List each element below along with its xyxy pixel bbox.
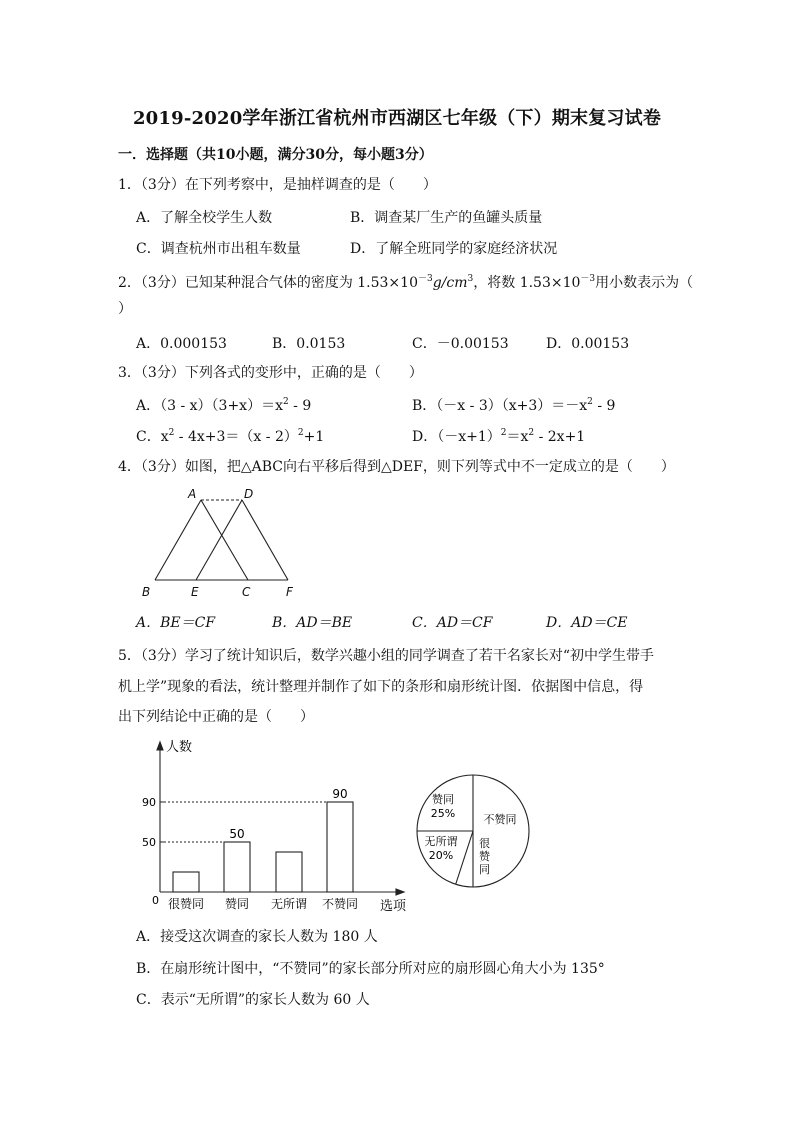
section-heading: 一．选择题（共10小题，满分30分，每小题3分） — [118, 147, 433, 163]
q2-option-b: B．0.0153 — [272, 336, 346, 352]
q2-text-1: 2．（3分）已知某种混合气体的密度为 1.53×10 — [118, 275, 418, 291]
q4-option-a: A．BE＝CF — [136, 615, 216, 631]
q1-option-c: C．调查杭州市出租车数量 — [136, 241, 301, 257]
point-e-label: E — [191, 585, 199, 599]
y-tick-label: 90 — [142, 796, 156, 809]
x-category-label: 不赞同 — [321, 897, 359, 911]
bar — [173, 872, 199, 892]
segment-ac — [201, 500, 248, 580]
q3-a-exp: 2 — [282, 397, 289, 407]
q2-stem — [118, 268, 693, 294]
q1-option-b: B．调查某厂生产的鱼罐头质量 — [350, 210, 543, 226]
segment-df — [242, 500, 288, 580]
point-c-label: C — [242, 585, 251, 599]
pie-slice-label: 赞 — [479, 850, 490, 863]
q2-unit: g/cm — [432, 275, 468, 291]
q2-exp-3: －3 — [580, 274, 596, 284]
q3-d-text3: - 2x+1 — [534, 429, 586, 445]
q5-stem-line1: 5．（3分）学习了统计知识后，数学兴趣小组的同学调查了若干名家长对“初中学生带手 — [118, 648, 654, 664]
bar — [276, 852, 302, 892]
q1-option-a: A．了解全校学生人数 — [136, 210, 273, 226]
point-a-label: A — [188, 487, 197, 501]
q2-option-c: C．－0.00153 — [412, 336, 509, 352]
bar-chart — [140, 732, 420, 917]
q2-exp-1: －3 — [417, 274, 433, 284]
q3-c-exp1: 2 — [168, 428, 175, 438]
x-category-label: 很赞同 — [167, 897, 205, 911]
pie-slice-label: 同 — [479, 863, 490, 876]
pie-slice-label: 赞同 — [432, 793, 454, 806]
q4-stem: 4．（3分）如图，把△ABC向右平移后得到△DEF，则下列等式中不一定成立的是（ ） — [118, 459, 675, 475]
pie-slice-label: 无所谓 — [424, 835, 458, 848]
point-f-label: F — [286, 585, 293, 599]
q4-option-b: B．AD＝BE — [272, 615, 353, 631]
q3-option-c — [136, 426, 324, 446]
x-category-label: 赞同 — [224, 897, 250, 911]
segment-ab — [155, 500, 201, 580]
pie-slice-percent: 25% — [430, 807, 456, 820]
point-b-label: B — [142, 585, 151, 599]
x-axis-arrow — [396, 889, 404, 895]
q5-option-b: B．在扇形统计图中，“不赞同”的家长部分所对应的扇形圆心角大小为 135° — [136, 961, 605, 977]
bar-value-label: 50 — [229, 827, 245, 841]
q1-stem: 1．（3分）在下列考察中，是抽样调查的是（ ） — [118, 177, 437, 193]
q4-option-c: C．AD＝CF — [412, 615, 493, 631]
y-tick-label: 50 — [142, 836, 156, 849]
q5-stem-line3: 出下列结论中正确的是（ ） — [118, 709, 314, 725]
q5-option-a: A．接受这次调查的家长人数为 180 人 — [136, 929, 378, 945]
pie-chart — [414, 772, 534, 892]
q2-text-3: 用小数表示为（ — [595, 275, 694, 291]
q3-c-text3: +1 — [303, 429, 325, 445]
q3-d-exp1: 2 — [500, 428, 507, 438]
q3-c-exp2: 2 — [297, 428, 304, 438]
q2-text-2: ，将数 1.53×10 — [473, 275, 581, 291]
q3-b-text: B．（－x - 3）（x+3）＝－x — [412, 398, 588, 414]
q3-stem: 3．（3分）下列各式的变形中，正确的是（ ） — [118, 365, 423, 381]
bar — [327, 802, 353, 892]
q2-exp-2: 3 — [467, 274, 474, 284]
q3-a-text2: - 9 — [288, 398, 312, 414]
y-tick-label: 0 — [152, 894, 159, 907]
bar-value-label: 90 — [332, 787, 348, 801]
x-category-label: 无所谓 — [270, 897, 308, 911]
point-d-label: D — [244, 487, 254, 501]
y-axis-arrow — [157, 742, 163, 750]
pie-slice-label: 很 — [479, 837, 490, 850]
q3-d-text: D．（－x+1） — [412, 429, 501, 445]
q3-option-a — [136, 395, 311, 415]
translation-figure — [136, 484, 306, 604]
q3-a-text: A．（3 - x）（3+x）＝x — [136, 398, 283, 414]
q3-option-b — [412, 395, 615, 415]
q3-d-text2: ＝x — [506, 429, 529, 445]
q3-option-d — [412, 426, 585, 446]
q2-option-d: D．0.00153 — [546, 336, 630, 352]
x-axis-title: 选项 — [380, 899, 407, 914]
q4-option-d: D．AD＝CE — [546, 615, 628, 631]
q3-c-text2: - 4x+3＝（x - 2） — [174, 429, 298, 445]
q2-stem-line2: ） — [118, 301, 132, 317]
q3-c-text: C．x — [136, 429, 169, 445]
q5-stem-line2: 机上学”现象的看法，统计整理并制作了如下的条形和扇形统计图．依据图中信息，得 — [118, 679, 644, 695]
q1-option-d: D．了解全班同学的家庭经济状况 — [350, 241, 558, 257]
q2-option-a: A．0.000153 — [136, 336, 227, 352]
q3-b-text2: - 9 — [592, 398, 616, 414]
y-axis-title: 人数 — [166, 740, 193, 755]
segment-de — [196, 500, 242, 580]
pie-slice-label: 不赞同 — [483, 813, 517, 826]
q3-d-exp2: 2 — [528, 428, 535, 438]
q3-b-exp: 2 — [587, 397, 593, 407]
bar — [224, 842, 250, 892]
pie-slice-percent: 20% — [428, 849, 454, 862]
page-title: 2019-2020学年浙江省杭州市西湖区七年级（下）期末复习试卷 — [132, 108, 662, 129]
q5-option-c: C．表示“无所谓”的家长人数为 60 人 — [136, 992, 370, 1008]
